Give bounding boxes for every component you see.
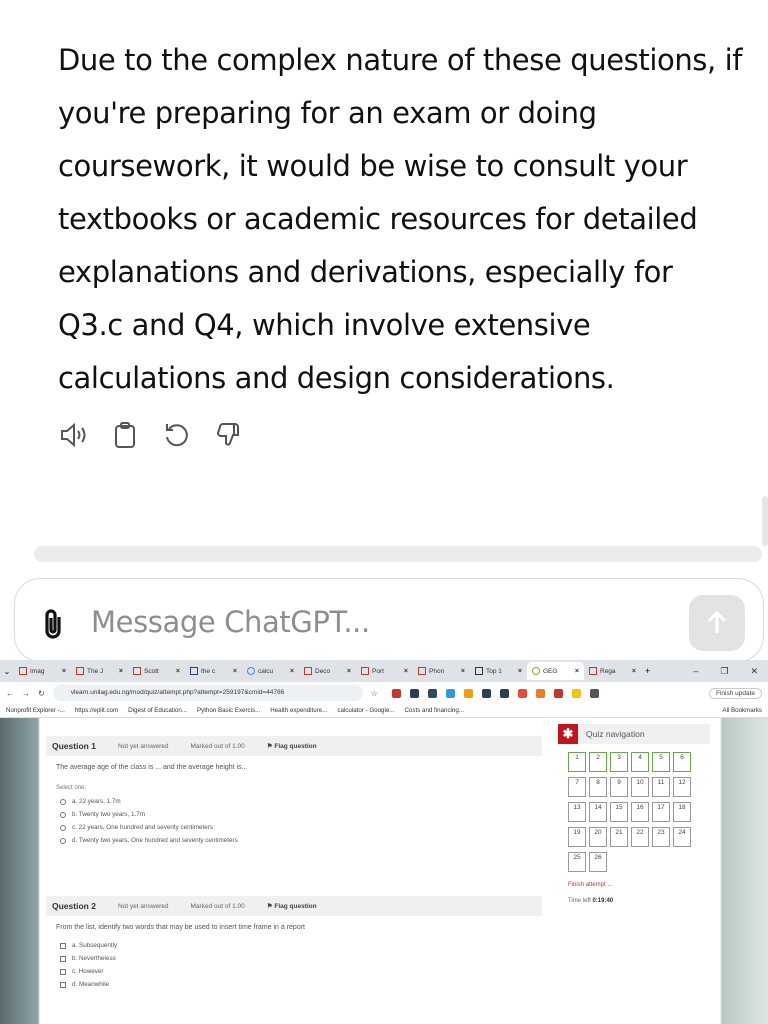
assistant-message	[58, 34, 748, 405]
checkbox[interactable]	[60, 943, 66, 949]
close-tab-icon[interactable]: ×	[517, 667, 522, 675]
question-grid	[568, 752, 710, 872]
radio-button[interactable]	[60, 825, 66, 831]
question-nav-cell[interactable]: 3	[610, 752, 628, 772]
time-left: Time left 0:19:40	[568, 898, 614, 904]
new-tab-button[interactable]: +	[645, 666, 651, 676]
question-nav-cell[interactable]: 14	[589, 802, 607, 822]
question-nav-cell[interactable]: 10	[631, 777, 649, 797]
answer-option[interactable]: d. Twenty two years, One hundred and seventy centimeters	[46, 834, 542, 847]
radio-button[interactable]	[60, 838, 66, 844]
close-tab-icon[interactable]: ×	[175, 667, 180, 675]
bookmarks-bar	[0, 704, 768, 718]
question-nav-cell[interactable]: 22	[631, 827, 649, 847]
answer-option[interactable]: b. Twenty two years, 1.7m	[46, 808, 542, 821]
message-line: textbooks or academic resources for detailed	[58, 202, 698, 236]
question-text: From the list, identify two words that may be used to insert time frame in a report	[56, 924, 305, 931]
question-nav-cell[interactable]: 19	[568, 827, 586, 847]
browser-tab-active[interactable]: GEG ×	[527, 662, 584, 680]
message-composer	[14, 578, 764, 662]
arrow-up-icon	[703, 609, 731, 637]
question-number: Question 1	[52, 741, 96, 751]
flag-question-button[interactable]: ⚑ Flag question	[266, 903, 317, 910]
message-line: you're preparing for an exam or doing	[58, 96, 597, 130]
browser-tab[interactable]: Scott ×	[128, 662, 185, 680]
answer-option[interactable]: a. 22 years, 1.7m	[46, 795, 542, 808]
close-tab-icon[interactable]: ×	[346, 667, 351, 675]
all-bookmarks-button[interactable]: All Bookmarks	[722, 707, 762, 714]
question-nav-cell[interactable]: 25	[568, 852, 586, 872]
select-one-label: Select one:	[56, 785, 87, 791]
tab-favicon-icon	[76, 667, 84, 675]
finish-attempt-link[interactable]: Finish attempt ...	[568, 882, 613, 888]
minimize-button[interactable]: –	[693, 665, 699, 676]
browser-tab[interactable]: Phon ×	[413, 662, 470, 680]
close-tab-icon[interactable]: ×	[403, 667, 408, 675]
browser-tab[interactable]: Imag ×	[14, 662, 71, 680]
extension-icon[interactable]	[500, 689, 509, 698]
close-tab-icon[interactable]: ×	[289, 667, 294, 675]
tab-favicon-icon	[190, 667, 198, 675]
extension-icon[interactable]	[572, 689, 581, 698]
close-tab-icon[interactable]: ×	[574, 667, 579, 675]
maximize-button[interactable]: ❐	[720, 665, 729, 676]
browser-tab[interactable]: calcu ×	[242, 662, 299, 680]
question-nav-cell[interactable]: 2	[589, 752, 607, 772]
message-input[interactable]: Message ChatGPT...	[91, 605, 370, 639]
extension-icon[interactable]	[590, 689, 599, 698]
question-marks: Marked out of 1.00	[190, 742, 245, 750]
browser-tab[interactable]: Top 1 ×	[470, 662, 527, 680]
back-icon[interactable]: ←	[6, 688, 14, 698]
extension-icon[interactable]	[446, 689, 455, 698]
browser-tab[interactable]: The J ×	[71, 662, 128, 680]
question-nav-cell[interactable]: 8	[589, 777, 607, 797]
question-header	[46, 896, 542, 916]
close-tab-icon[interactable]: ×	[118, 667, 123, 675]
extensions-bar	[392, 689, 599, 698]
forward-icon[interactable]: →	[22, 688, 30, 698]
tab-favicon-icon	[304, 667, 312, 675]
question-nav-cell[interactable]: 13	[568, 802, 586, 822]
quiz-page	[0, 718, 768, 1024]
horizontal-scrollbar[interactable]	[34, 546, 762, 562]
browser-tab[interactable]: Port ×	[356, 662, 413, 680]
close-tab-icon[interactable]: ×	[631, 667, 636, 675]
message-actions	[58, 420, 244, 450]
bookmark-item[interactable]: Costs and financing...	[404, 707, 464, 714]
window-controls	[693, 666, 768, 677]
tab-favicon-icon	[589, 667, 597, 675]
extension-icon[interactable]	[428, 689, 437, 698]
read-aloud-icon[interactable]	[58, 420, 88, 450]
vertical-scrollbar[interactable]	[762, 496, 768, 546]
question-nav-cell[interactable]: 12	[673, 777, 691, 797]
quiz-navigation-title: Quiz navigation	[586, 729, 645, 739]
answer-option[interactable]: b. Nevertheless	[46, 952, 542, 965]
answer-option[interactable]: c. However	[46, 965, 542, 978]
bookmark-item[interactable]: https://eplit.com	[74, 707, 119, 714]
quiz-navigation-header	[558, 724, 710, 744]
question-number: Question 2	[52, 901, 96, 911]
question-nav-cell[interactable]: 9	[610, 777, 628, 797]
bookmark-star-icon[interactable]: ☆	[370, 688, 378, 698]
quiz-navigation	[558, 724, 710, 904]
question-nav-cell[interactable]: 4	[631, 752, 649, 772]
reload-icon[interactable]: ↻	[38, 688, 45, 698]
browser-screenshot	[0, 660, 768, 1024]
tab-favicon-icon	[418, 667, 426, 675]
tab-favicon-icon	[133, 667, 141, 675]
message-line: Q3.c and Q4, which involve extensive	[58, 308, 591, 342]
question-text: The average age of the class is ... and the average height is...	[56, 764, 248, 771]
question-nav-cell[interactable]: 1	[568, 752, 586, 772]
radio-button[interactable]	[60, 799, 66, 805]
question-card	[46, 896, 542, 991]
tab-favicon-icon	[475, 667, 483, 675]
thumbs-down-icon[interactable]	[214, 420, 244, 450]
bookmark-item[interactable]: Python Basic Exercis...	[196, 707, 261, 714]
question-nav-cell[interactable]: 16	[631, 802, 649, 822]
close-window-button[interactable]: ✕	[750, 665, 758, 676]
close-tab-icon[interactable]: ×	[61, 667, 66, 675]
question-nav-cell[interactable]: 24	[673, 827, 691, 847]
extension-icon[interactable]	[482, 689, 491, 698]
url-field[interactable]: vlearn.unilag.edu.ng/mod/quiz/attempt.php?attempt=259197&cmid=44786	[53, 685, 363, 701]
bookmark-item[interactable]: Nonprofit Explorer -...	[6, 707, 65, 714]
browser-tab[interactable]: Deco ×	[299, 662, 356, 680]
extension-icon[interactable]	[518, 689, 527, 698]
question-marks: Marked out of 1.00	[190, 902, 245, 910]
answer-option[interactable]: d. Meanwhile	[46, 978, 542, 991]
question-nav-cell[interactable]: 20	[589, 827, 607, 847]
extension-icon[interactable]	[554, 689, 563, 698]
extension-icon[interactable]	[464, 689, 473, 698]
question-nav-cell[interactable]: 5	[652, 752, 670, 772]
answer-option[interactable]: a. Subsequently	[46, 939, 542, 952]
tab-favicon-icon	[532, 667, 540, 675]
question-nav-cell[interactable]: 6	[673, 752, 691, 772]
copy-icon[interactable]	[110, 420, 140, 450]
message-line: calculations and design considerations.	[58, 361, 615, 395]
tab-favicon-icon	[19, 667, 27, 675]
extension-icon[interactable]	[410, 689, 419, 698]
checkbox[interactable]	[60, 969, 66, 975]
asterisk-icon: ✱	[558, 724, 578, 744]
extension-icon[interactable]	[392, 689, 401, 698]
bookmark-item[interactable]: Health expenditure...	[270, 707, 328, 714]
browser-tab[interactable]: the c ×	[185, 662, 242, 680]
send-button[interactable]	[689, 595, 745, 651]
tab-search-icon[interactable]: ⌄	[3, 666, 11, 676]
message-line: explanations and derivations, especially for	[58, 255, 673, 289]
close-tab-icon[interactable]: ×	[460, 667, 465, 675]
google-icon	[247, 667, 255, 675]
tab-favicon-icon	[361, 667, 369, 675]
bookmark-item[interactable]: Digest of Education...	[128, 707, 187, 714]
answer-option[interactable]: c. 22 years, One hundred and seventy centimeters	[46, 821, 542, 834]
regenerate-icon[interactable]	[162, 420, 192, 450]
question-nav-cell[interactable]: 18	[673, 802, 691, 822]
address-bar-row	[0, 682, 768, 704]
question-status: Not yet answered	[117, 742, 169, 750]
tab-bar	[0, 660, 768, 682]
flag-question-button[interactable]: ⚑ Flag question	[266, 743, 317, 750]
question-status: Not yet answered	[117, 902, 169, 910]
question-nav-cell[interactable]: 15	[610, 802, 628, 822]
radio-button[interactable]	[60, 812, 66, 818]
question-header	[46, 736, 542, 756]
question-nav-cell[interactable]: 23	[652, 827, 670, 847]
question-card	[46, 736, 542, 847]
message-line: Due to the complex nature of these questions, if	[58, 43, 743, 77]
message-line: coursework, it would be wise to consult your	[58, 149, 688, 183]
checkbox[interactable]	[60, 956, 66, 962]
attach-icon[interactable]	[39, 607, 69, 641]
question-nav-cell[interactable]: 26	[589, 852, 607, 872]
question-nav-cell[interactable]: 11	[652, 777, 670, 797]
checkbox[interactable]	[60, 982, 66, 988]
browser-tab[interactable]: Rega ×	[584, 662, 641, 680]
question-nav-cell[interactable]: 7	[568, 777, 586, 797]
extension-icon[interactable]	[536, 689, 545, 698]
bookmark-item[interactable]: calculator - Google...	[337, 707, 395, 714]
question-nav-cell[interactable]: 17	[652, 802, 670, 822]
close-tab-icon[interactable]: ×	[232, 667, 237, 675]
question-nav-cell[interactable]: 21	[610, 827, 628, 847]
finish-update-button[interactable]: Finish update	[709, 688, 762, 699]
